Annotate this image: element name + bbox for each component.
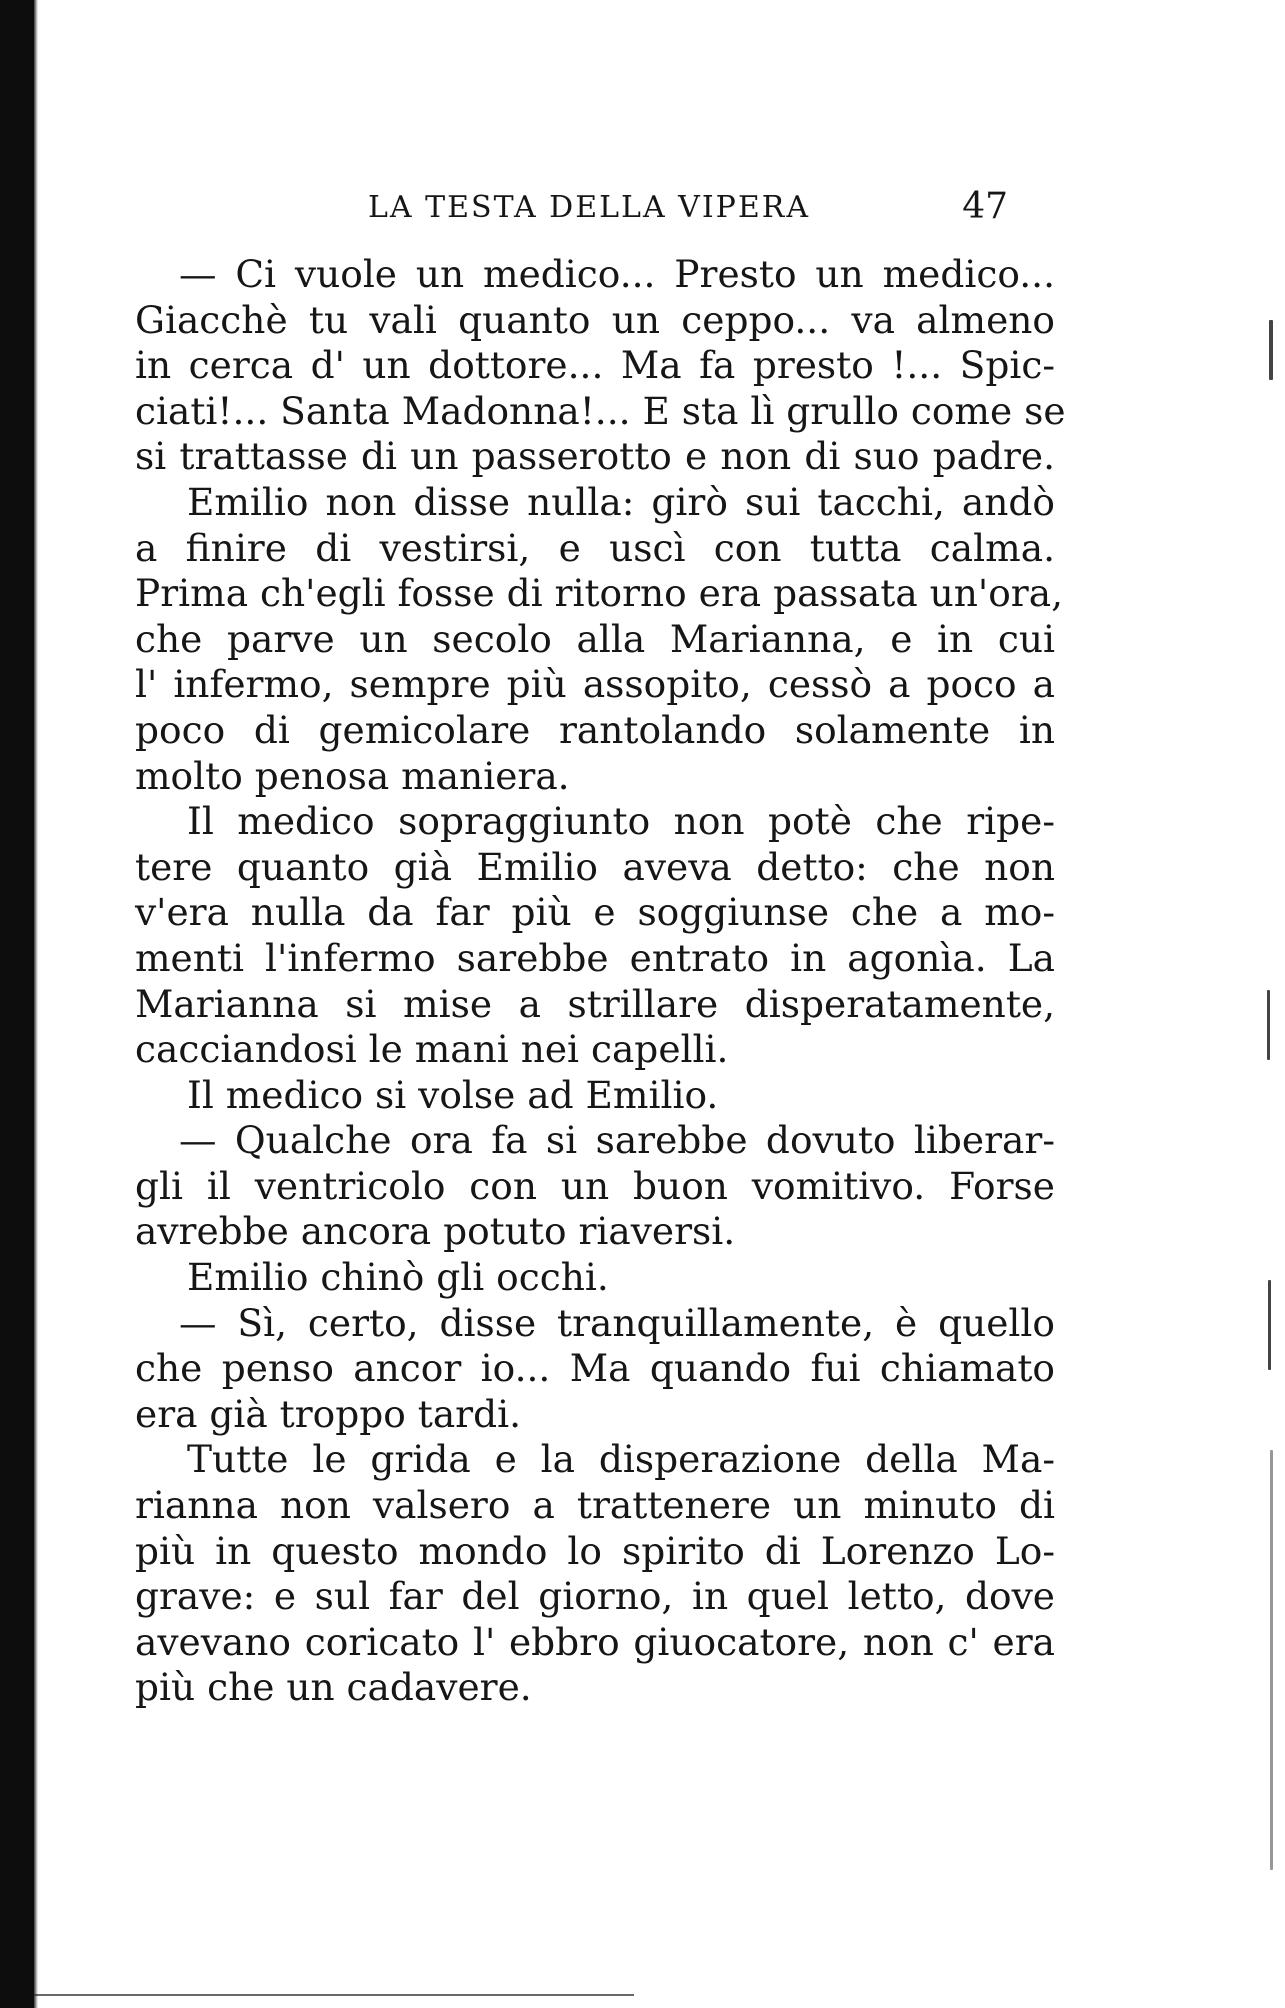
text-line: Il medico si volse ad Emilio. bbox=[187, 1072, 719, 1117]
text-line: più in questo mondo lo spirito di Lorenzo Lo- bbox=[135, 1528, 1055, 1573]
binding-edge bbox=[0, 0, 34, 2008]
text-line: a finire di vestirsi, e uscì con tutta calma. bbox=[135, 525, 1055, 570]
text-line: — Sì, certo, disse tranquillamente, è quello bbox=[179, 1300, 1055, 1345]
right-margin-specks bbox=[1265, 300, 1279, 2000]
text-line: Emilio non disse nulla: girò sui tacchi, andò bbox=[187, 479, 1055, 524]
text-line: in cerca d' un dottore... Ma fa presto !... Spic- bbox=[135, 343, 1055, 388]
text-line: rianna non valsero a trattenere un minuto di bbox=[135, 1483, 1055, 1528]
text-line: Marianna si mise a strillare disperatamente, bbox=[135, 981, 1055, 1026]
page-number: 47 bbox=[962, 186, 1008, 227]
text-line: Emilio chinò gli occhi. bbox=[187, 1255, 609, 1300]
text-line: che parve un secolo alla Marianna, e in cui bbox=[135, 616, 1055, 661]
text-line: Prima ch'egli fosse di ritorno era passata un'ora, bbox=[135, 571, 1064, 616]
text-line: Tutte le grida e la disperazione della Ma- bbox=[187, 1437, 1055, 1482]
text-line: cacciandosi le mani nei capelli. bbox=[135, 1027, 729, 1072]
bottom-edge-rule bbox=[34, 1994, 634, 1996]
text-line: ciati!... Santa Madonna!... E sta lì grullo come se bbox=[135, 388, 1066, 433]
text-line: si trattasse di un passerotto e non di suo padre. bbox=[135, 434, 1055, 479]
text-line: molto penosa maniera. bbox=[135, 753, 570, 798]
text-line: gli il ventricolo con un buon vomitivo. Forse bbox=[135, 1163, 1055, 1208]
text-line: poco di gemicolare rantolando solamente in bbox=[135, 707, 1055, 752]
text-line: Giacchè tu vali quanto un ceppo... va almeno bbox=[135, 297, 1055, 342]
text-line: che penso ancor io... Ma quando fui chiamato bbox=[135, 1346, 1055, 1391]
body-text bbox=[135, 252, 1066, 1711]
text-line: v'era nulla da far più e soggiunse che a mo- bbox=[135, 890, 1055, 935]
text-line: — Qualche ora fa si sarebbe dovuto liberar- bbox=[179, 1118, 1055, 1163]
text-line: menti l'infermo sarebbe entrato in agonìa. La bbox=[135, 935, 1055, 980]
text-line: era già troppo tardi. bbox=[135, 1391, 522, 1436]
text-line: l' infermo, sempre più assopito, cessò a poco a bbox=[135, 662, 1055, 707]
text-line: avevano coricato l' ebbro giuocatore, non c' era bbox=[135, 1619, 1055, 1664]
text-line: avrebbe ancora potuto riaversi. bbox=[135, 1209, 736, 1254]
text-line: Il medico sopraggiunto non potè che ripe- bbox=[187, 799, 1055, 844]
text-line: più che un cadavere. bbox=[135, 1665, 532, 1710]
running-title: LA TESTA DELLA VIPERA bbox=[368, 190, 811, 225]
text-line: grave: e sul far del giorno, in quel letto, dove bbox=[135, 1574, 1055, 1619]
text-line: — Ci vuole un medico... Presto un medico... bbox=[179, 252, 1055, 296]
text-line: tere quanto già Emilio aveva detto: che non bbox=[135, 844, 1055, 889]
page-header bbox=[368, 186, 1008, 232]
